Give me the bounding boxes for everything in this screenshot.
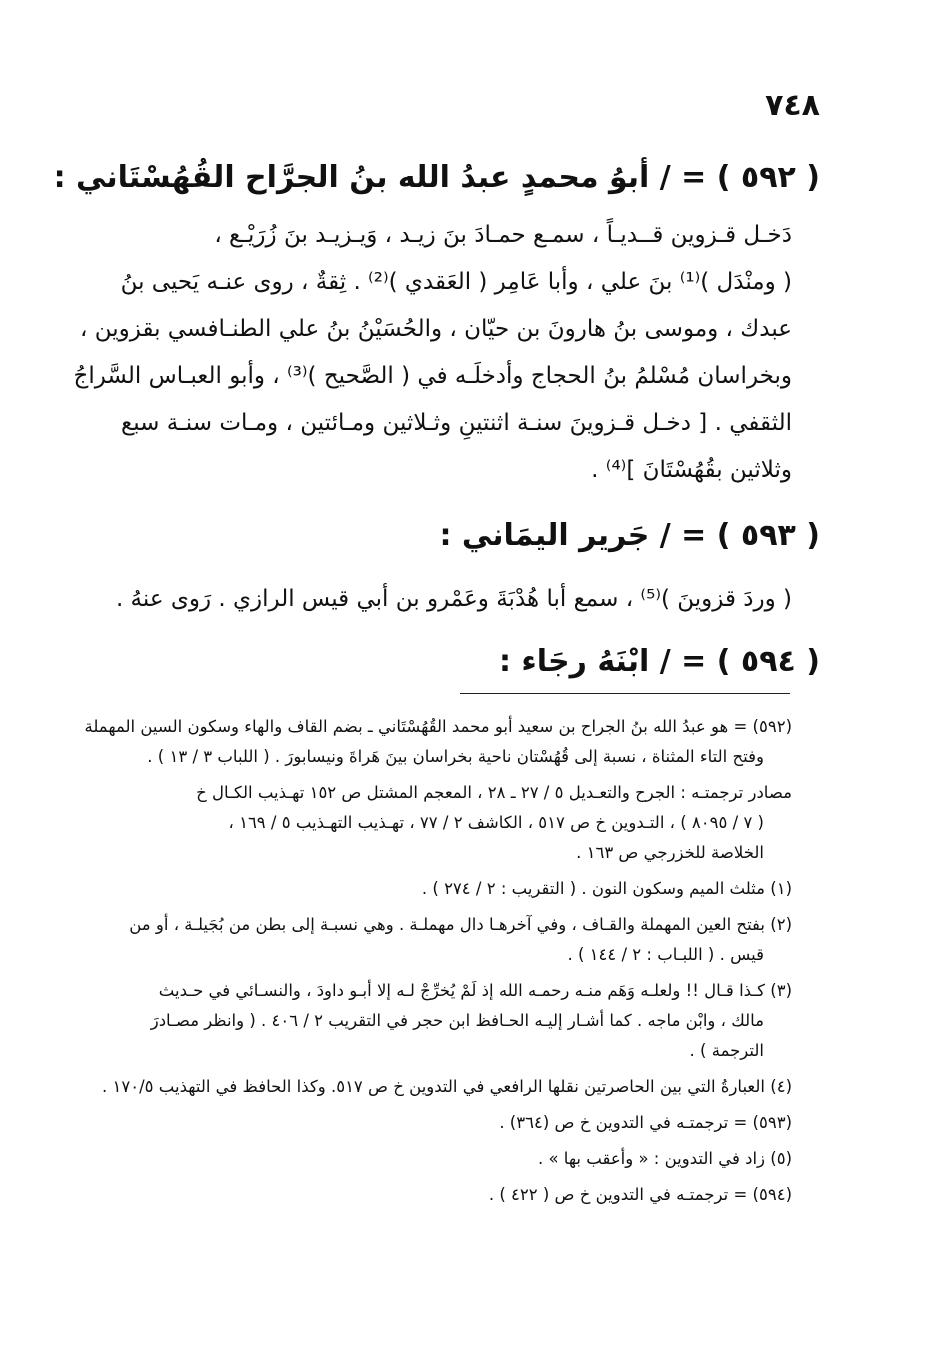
footnote-line: (٥٩٤) = ترجمتـه في التدوين خ ص ( ٤٢٢ ) . — [488, 1185, 792, 1204]
footnote-separator — [460, 693, 790, 694]
entry-heading-594: ( ٥٩٤ ) = / ابْنَهُ رجَاء : — [498, 644, 820, 679]
footnote-line: قيس . ( اللبـاب : ٢ / ١٤٤ ) . — [567, 945, 764, 964]
footnote-4 — [102, 1072, 792, 1102]
footnote-line: (٤) العبارةُ التي بين الحاصرتين نقلها الرافعي في التدوين خ ص ٥١٧. وكذا الحافظ في التهذيب ١٧٠/٥ . — [102, 1077, 792, 1096]
footnote-line: (١) مثلث الميم وسكون النون . ( التقريب : ٢ / ٢٧٤ ) . — [421, 879, 792, 898]
body-line: دَخـل قـزوين قــديـاً ، سمـع حمـادَ بنَ زيـد ، وَيـزيـد بنَ زُرَيْـع ، — [214, 222, 792, 248]
footnote-line: الترجمة ) . — [689, 1041, 764, 1060]
footnote-594 — [102, 1180, 792, 1210]
footnote-line: وفتح التاء المثناة ، نسبة إلى قُهُسْتان ناحية بخراسان بينَ هَراةَ ونيسابورَ . ( اللباب ٣ / ١٣ ) . — [147, 747, 764, 766]
footnotes — [84, 712, 792, 1210]
body-line: الثقفي . [ دخـل قـزوينَ سنـة اثنتينِ وثـلاثين ومـائتين ، ومـات سنـة سبع — [120, 410, 792, 436]
footnote-line: ( ٧ / ٨٠٩٥ ) ، التـدوين خ ص ٥١٧ ، الكاشف ٢ / ٧٧ ، تهـذيب التهـذيب ٥ / ١٦٩ ، — [228, 813, 764, 832]
body-line: ( وردَ قزوينَ )⁽⁵⁾ ، سمع أبا هُدْبَةَ وعَمْرو بن أبي قيس الرازي . رَوى عنهُ . — [115, 586, 792, 612]
entry-heading-593: ( ٥٩٣ ) = / جَرير اليمَاني : — [439, 518, 820, 553]
footnote-3 — [102, 976, 792, 1066]
entry-heading-592: ( ٥٩٢ ) = / أبوُ محمدٍ عبدُ الله بنُ الجرَّاح القُهُسْتَاني : — [53, 160, 820, 195]
footnote-line: (٥٩٣) = ترجمتـه في التدوين خ ص (٣٦٤) . — [499, 1113, 792, 1132]
body-line: ( ومنْدَل )⁽¹⁾ بنَ علي ، وأبا عَامِر ( العَقدي )⁽²⁾ . ثِقةٌ ، روى عنـه يَحيى بنُ — [120, 269, 792, 295]
footnote-593 — [102, 1108, 792, 1138]
body-line: عبدك ، وموسى بنُ هارونَ بن حيّان ، والحُسَيْنُ بنُ علي الطنـافسي بقزوين ، — [80, 316, 792, 342]
footnote-sources-592 — [102, 778, 792, 868]
body-line: وثلاثين بقُهُسْتَانَ ]⁽⁴⁾ . — [591, 457, 792, 483]
footnote-line: (٣) كـذا قـال !! ولعلـه وَهَم منـه رحمـه الله إذ لَمْ يُخرِّجْ لـه إلا أبـو داودَ ، والنسـائي في حـديث — [158, 981, 792, 1000]
footnote-1 — [102, 874, 792, 904]
entry-body-592 — [73, 212, 792, 494]
footnote-line: (٥٩٢) = هو عبدُ الله بنُ الجراح بن سعيد أبو محمد القُهُسْتَاني ـ بضم القاف والهاء وسكون السين المهملة — [84, 717, 792, 736]
entry-body-593 — [102, 576, 792, 623]
footnote-5 — [102, 1144, 792, 1174]
footnote-2 — [102, 910, 792, 970]
footnote-592 — [84, 712, 792, 772]
footnote-line: (٥) زاد في التدوين : « وأعقب بها » . — [537, 1149, 792, 1168]
page-number: ٧٤٨ — [765, 88, 820, 123]
footnote-line: (٢) بفتح العين المهملة والقـاف ، وفي آخرهـا دال مهملـة . وهي نسبـة إلى بطن من بُجَيلـة ، أو من — [129, 915, 792, 934]
footnote-line: مالك ، وابْن ماجه . كما أشـار إليـه الحـافظ ابن حجر في التقريب ٢ / ٤٠٦ . ( وانظر مصـادرَ — [150, 1011, 764, 1030]
body-line: وبخراسان مُسْلمُ بنُ الحجاج وأدخلَـه في ( الصَّحيح )⁽³⁾ ، وأبو العبـاس السَّراجُ — [73, 363, 792, 389]
footnote-line: مصادر ترجمتـه : الجرح والتعـديل ٥ / ٢٧ ـ ٢٨ ، المعجم المشتل ص ١٥٢ تهـذيب الكـال خ — [196, 783, 792, 802]
footnote-line: الخلاصة للخزرجي ص ١٦٣ . — [576, 843, 764, 862]
